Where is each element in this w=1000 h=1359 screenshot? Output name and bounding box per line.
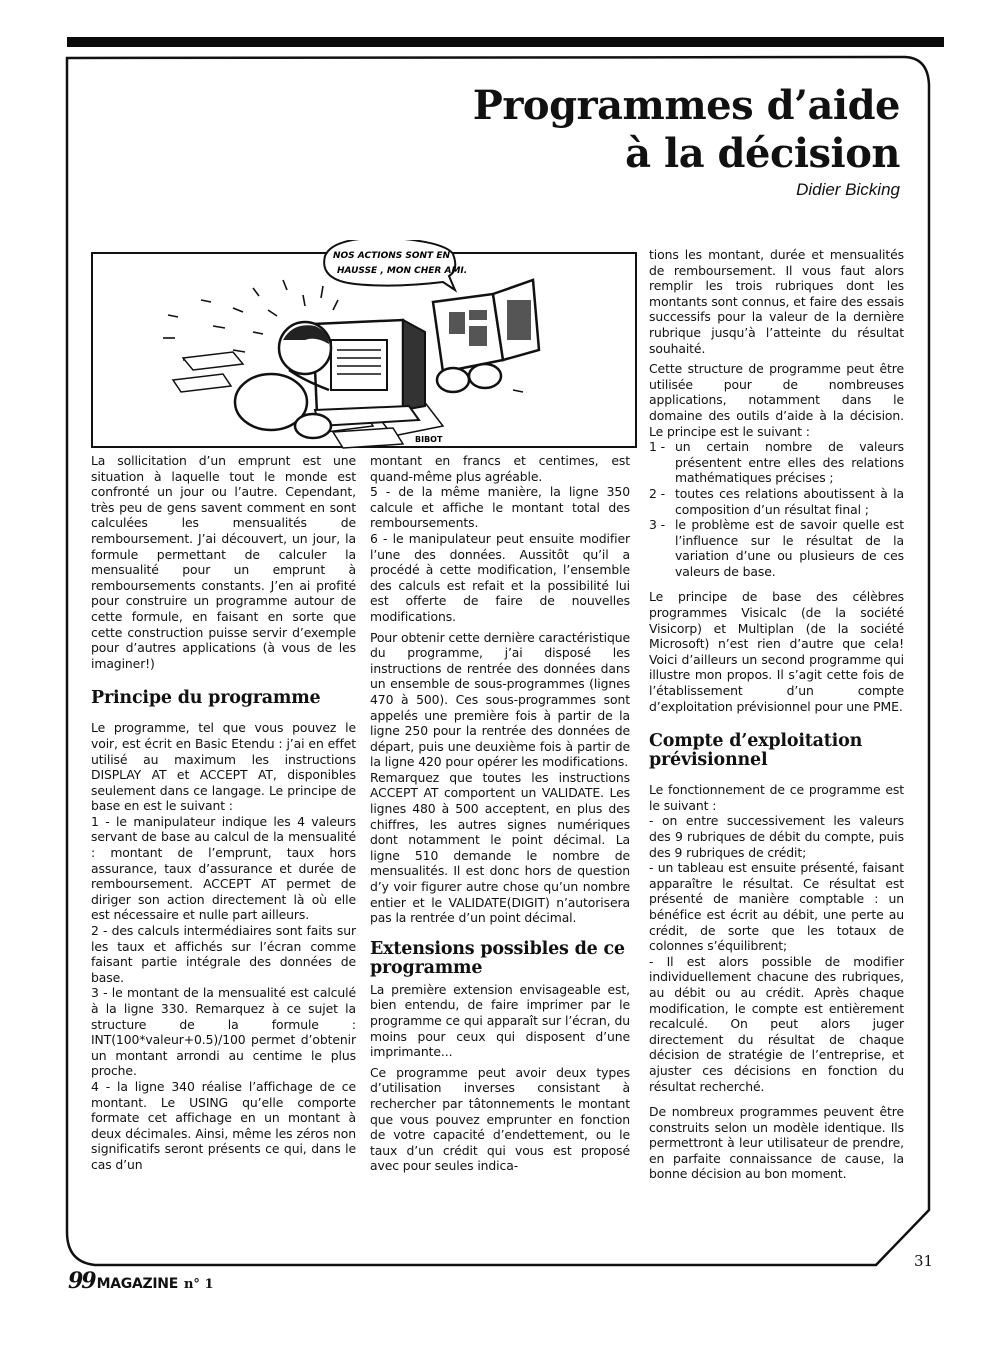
- list-item-2: 2 - des calculs intermédiaires sont faits sur les taux et affichés sur l’écran comme faisant partie intégrale des données de base.: [91, 923, 356, 985]
- magazine-footer: [68, 1268, 214, 1294]
- paragraph: Pour obtenir cette dernière caractéristique du programme, j’ai disposé les instructions de rentrée des données dans un ensemble de sous-programmes (lignes 470 à 500). Ces sous-programmes sont appelés une première fois à partir de la ligne 250 pour la rentrée des données de départ, puis une deuxième fois à partir de la ligne 420 pour opérer les modifications.: [370, 629, 630, 770]
- heading-extensions: Extensions possibles de ce programme: [370, 938, 625, 978]
- speech-line-2: HAUSSE , MON CHER AMI.: [337, 266, 468, 276]
- paragraph: De nombreux programmes peuvent être construits selon un modèle identique. Ils permettront à leur utilisateur de prendre, en parfaite connaissance de cause, la bonne décision au bon moment.: [649, 1104, 904, 1182]
- dash-item-2: - un tableau est ensuite présenté, faisant apparaître le résultat. Ce résultat est présenté de manière comptable : un bénéfice est écrit au débit, une perte au crédit, de sorte que les totaux de colonnes s’équilibrent;: [649, 860, 904, 954]
- numbered-item: [649, 439, 904, 486]
- title-line-2: à la décision: [625, 130, 900, 177]
- column-2: [370, 453, 630, 1174]
- magazine-logo: 99: [68, 1268, 95, 1294]
- column-3: [649, 247, 904, 1182]
- paragraph: Ce programme peut avoir deux types d’utilisation inverses consistant à rechercher par tâtonnements le montant que vous pouvez emprunter en fonction de votre capacité d’endettement, ou le taux d’un crédit qui vous est proposé avec pour seules indica-: [370, 1064, 630, 1174]
- list-item-6: 6 - le manipulateur peut ensuite modifier l’une des données. Aussitôt qu’il a procédé à cette modification, l’ensemble des calculs est refait et la possibilité lui est offerte de faire de nouvelles modifications.: [370, 530, 630, 624]
- list-item-4: 4 - la ligne 340 réalise l’affichage de ce montant. Le USING qu’elle comporte formate cet affichage en un montant à deux décimales. Ainsi, même les zéros non significatifs seront présents ce qui, dans le cas d’un: [91, 1078, 356, 1172]
- paragraph: Le programme, tel que vous pouvez le voir, est écrit en Basic Etendu : j’ai en effet utilisé au maximum les instructions DISPLAY AT et ACCEPT AT, disponibles seulement dans ce langage. Le principe de base en est le suivant :: [91, 720, 356, 814]
- item-number: 3 -: [649, 517, 665, 533]
- cartoon-illustration: [91, 252, 637, 448]
- paragraph: Le fonctionnement de ce programme est le suivant :: [649, 782, 904, 813]
- title-line-1: Programmes d’aide: [472, 82, 900, 129]
- item-text: le problème est de savoir quelle est l’influence sur le résultat de la variation d’une ou plusieurs de ces valeurs de base.: [675, 517, 904, 579]
- issue-number: n° 1: [183, 1277, 214, 1292]
- heading-compte: Compte d’exploitation prévisionnel: [649, 731, 863, 771]
- paragraph: La première extension envisageable est, bien entendu, de faire imprimer par le programme ce qui apparaît sur l’écran, du moins pour ceux qui disposent d’une imprimante...: [370, 981, 630, 1060]
- item-number: 1 -: [649, 439, 665, 455]
- paragraph: Remarquez que toutes les instructions ACCEPT AT comportent un VALIDATE. Les lignes 480 à 500 acceptent, en plus des chiffres, les autres signes numériques dont notamment le point décimal. La ligne 510 demande le nombre de mensualités. Il est donc hors de question d’y voir figurer autre chose qu’un nombre entier et le VALIDATE(DIGIT) n’autorisera pas la rentrée d’un point décimal.: [370, 769, 630, 926]
- column-1: [91, 453, 356, 1173]
- list-item-5: 5 - de la même manière, la ligne 350 calcule et affiche le montant total des remboursements.: [370, 484, 630, 531]
- list-item-3: 3 - le montant de la mensualité est calculé à la ligne 330. Remarquez à ce sujet la structure de la formule : INT(100*valeur+0.5)/100 permet d’obtenir un montant arrondi au centime le plus proche.: [91, 985, 356, 1079]
- dash-item-1: - on entre successivement les valeurs des 9 rubriques de débit du compte, puis des 9 rubriques de crédit;: [649, 813, 904, 860]
- item-text: un certain nombre de valeurs présentent entre elles des relations mathématiques précises ;: [675, 439, 904, 486]
- numbered-item: [649, 517, 904, 579]
- paragraph: montant en francs et centimes, est quand-même plus agréable.: [370, 453, 630, 484]
- item-text: toutes ces relations aboutissent à la composition d’un résultat final ;: [675, 485, 904, 517]
- intro-paragraph: La sollicitation d’un emprunt est une situation à laquelle tout le monde est confronté un jour ou l’autre. Cependant, très peu de gens savent comment en sont calculées les mensualités de remboursement. J’ai découvert, un jour, la formule permettant de calculer la mensualité pour un emprunt à remboursements constants. J’en ai profité pour construire un programme autour de cette formule, en faisant en sorte que cette construction puisse servir d’exemple pour d’autres applications (à vous de les imaginer!): [91, 453, 356, 671]
- paragraph: Cette structure de programme peut être utilisée pour de nombreuses applications, notamment dans le domaine des outils d’aide à la décision. Le principe est le suivant :: [649, 361, 904, 439]
- item-number: 2 -: [649, 485, 665, 501]
- cartoonist-signature: BIBOT: [415, 435, 443, 444]
- page-number: 31: [914, 1252, 934, 1270]
- dash-item-3: - Il est alors possible de modifier individuellement chacune des rubriques, au débit ou au crédit. Après chaque modification, le compte est entièrement recalculé. On peut alors juger directement du résultat de chaque décision de stratégie de l’entreprise, et ajuster ces décisions en fonction du résultat recherché.: [649, 953, 904, 1094]
- magazine-name: MAGAZINE: [96, 1276, 178, 1292]
- paragraph: Le principe de base des célèbres programmes Visicalc (de la société Visicorp) et Multiplan (de la société Microsoft) n’est rien d’autre que cela! Voici d’ailleurs un second programme qui illustre mon propos. Il s’agit cette fois de l’établissement d’un compte d’exploitation prévisionnel pour une PME.: [649, 589, 904, 714]
- top-rule: [67, 37, 944, 47]
- speech-line-1: NOS ACTIONS SONT EN: [333, 251, 450, 261]
- computer: [313, 320, 425, 426]
- author-byline: Didier Bicking: [796, 180, 900, 199]
- list-item-1: 1 - le manipulateur indique les 4 valeurs servant de base au calcul de la mensualité : montant de l’emprunt, taux hors assurance, taux d’assurance et durée de remboursement. ACCEPT AT permet de diriger son action directement là où elle est nécessaire et nulle part ailleurs.: [91, 813, 356, 923]
- speech-bubble: [324, 240, 467, 290]
- cartoon-drawing: [93, 240, 639, 454]
- numbered-item: [649, 486, 904, 517]
- heading-principe: Principe du programme: [91, 688, 321, 709]
- article-title: [473, 82, 900, 178]
- paragraph: tions les montant, durée et mensualités de remboursement. Il vous faut alors remplir les trois rubriques dont les montants sont connus, et faire des essais successifs pour la valeur de la dernière rubrique jusqu’à l’atteinte du résultat souhaité.: [649, 247, 904, 356]
